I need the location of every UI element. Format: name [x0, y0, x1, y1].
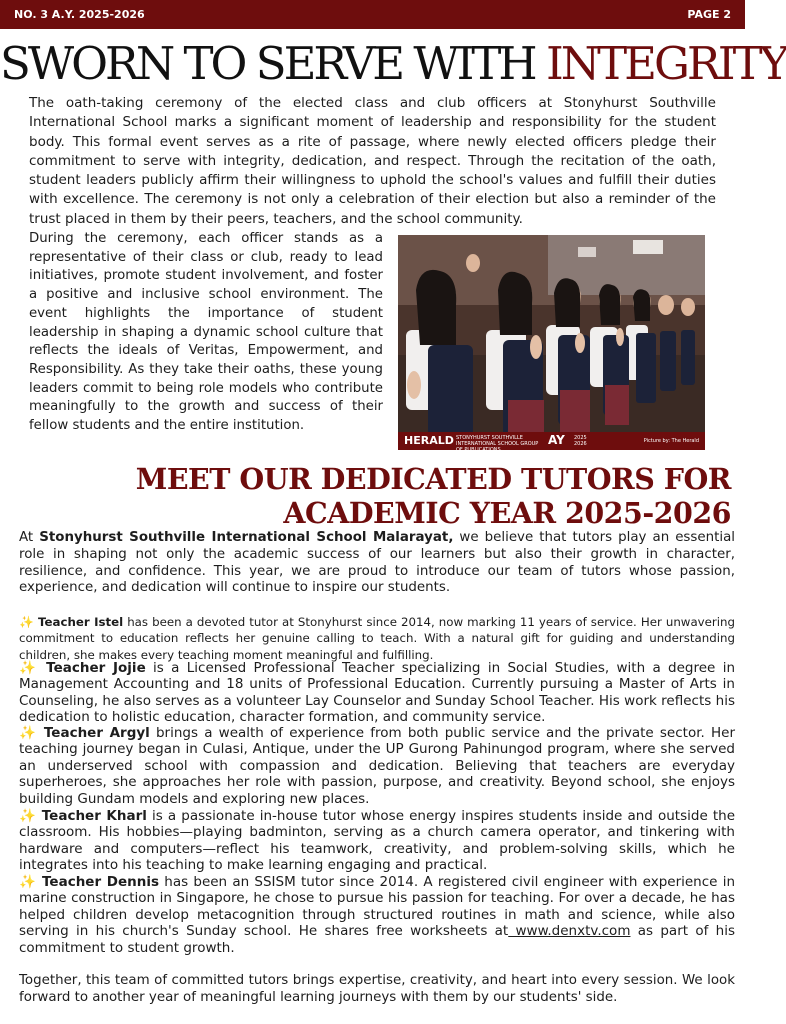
- tutor-description: is a Licensed Professional Teacher specializing in Social Studies, with a degree in Management Accounting and 18 units of Professional Education. Currently pursuing a Master of Arts in Counseling, he also serves as a volunteer Lay Counselor and Sunday School Teacher. His work reflects his dedication to holistic education, character formation, and community service.: [19, 660, 735, 726]
- photo-credit: Picture by: The Herald: [643, 438, 699, 444]
- tutor-name: Teacher Dennis: [42, 874, 160, 890]
- tutors-headline-line-2: ACADEMIC YEAR 2025-2026: [283, 496, 731, 530]
- tutor-description: has been a devoted tutor at Stonyhurst since 2014, now marking 11 years of service. Her unwavering commitment to education reflects her genuine calling to teach. With a natural gift for guiding and understanding children, she makes every teaching moment meaningful and fulfilling.: [19, 615, 736, 662]
- ceremony-photo-illustration: [398, 235, 705, 450]
- tutor-name: Teacher Kharl: [41, 808, 147, 824]
- worksheets-link[interactable]: www.denxtv.com: [508, 923, 631, 940]
- photo-credit-bar: [398, 432, 705, 453]
- tutors-headline-line-1: MEET OUR DEDICATED TUTORS FOR: [135, 462, 731, 496]
- closing-paragraph: Together, this team of committed tutors brings expertise, creativity, and heart into every session. We look forward to another year of meaningful learning journeys with them by our students' side.: [19, 973, 735, 1005]
- oath-ceremony-photo: [398, 235, 705, 453]
- tutor-entry-istel: [19, 614, 735, 663]
- tutor-description: is a passionate in-house tutor whose energy inspires students inside and outside the classroom. His hobbies—playing badminton, serving as a church camera operator, and tinkering with hardware and computers—reflect his teamwork, creativity, and problem-solving skills, which he integrates into his teaching to make learning engaging and practical.: [19, 808, 736, 874]
- sparkle-icon: ✨: [19, 615, 34, 629]
- tutor-entry-jojie: [19, 660, 735, 726]
- school-name: Stonyhurst Southville International School Malarayat,: [39, 530, 454, 545]
- tutor-description-end: as part of his commitment to student growth.: [19, 923, 735, 956]
- tutor-name: Teacher Argyl: [43, 725, 150, 741]
- academic-year-label: AY: [548, 433, 565, 447]
- tutor-entry-kharl: [19, 808, 735, 874]
- sparkle-icon: ✨: [19, 725, 38, 741]
- tutor-entry-argyl: [19, 725, 735, 807]
- headline-main-text: SWORN TO SERVE WITH: [0, 37, 546, 90]
- headline-accent-text: INTEGRITY: [545, 37, 786, 90]
- intro-prefix: At: [19, 530, 40, 545]
- top-bar: [0, 0, 745, 29]
- tutor-name: Teacher Istel: [38, 615, 124, 629]
- tutor-name: Teacher Jojie: [46, 660, 146, 676]
- article-paragraph-1: The oath-taking ceremony of the elected class and club officers at Stonyhurst Southville International School marks a significant moment of leadership and responsibility for the student body. This formal event serves as a rite of passage, where newly elected officers pledge their commitment to serve with integrity, dedication, and respect. Through the recitation of the oath, student leaders publicly affirm their willingness to uphold the school's values and fulfill their duties with excellence. The ceremony is not only a celebration of their election but also a reminder of the trust placed in them by their peers, teachers, and the school community.: [29, 95, 716, 227]
- sparkle-icon: ✨: [19, 874, 37, 890]
- year-start: 2025: [574, 435, 587, 441]
- publication-group: STONYHURST SOUTHVILLE INTERNATIONAL SCHOOL GROUP OF PUBLICATIONS: [456, 435, 539, 453]
- tutor-description: has been an SSISM tutor since 2014. A registered civil engineer with experience in marine construction in Singapore, he chose to pursue his passion for teaching. For over a decade, he has helped children develop metacognition through structured routines in math and science, while also serving in his church's Sunday school. He shares free worksheets at: [19, 874, 736, 940]
- intro-text: we believe that tutors play an essential role in shaping not only the academic success of our learners but also their growth in character, resilience, and confidence. This year, we are proud to introduce our team of tutors whose passion, experience, and dedication will continue to inspire our students.: [19, 530, 736, 596]
- tutors-intro: [19, 530, 735, 597]
- herald-brand: HERALD: [404, 434, 454, 447]
- sparkle-icon: ✨: [19, 808, 37, 824]
- tutor-description: brings a wealth of experience from both public service and the private sector. Her teaching journey began in Culasi, Antique, under the UP Gurong Pahinungod program, where she served an underserved school with compassion and dedication. Believing that teachers are everyday superheroes, she approaches her role with passion, purpose, and creativity. Beyond school, she enjoys building Gundam models and exploring new places.: [19, 725, 735, 807]
- sparkle-icon: ✨: [19, 660, 39, 676]
- article-headline: [0, 37, 786, 90]
- page-number: PAGE 2: [687, 8, 731, 21]
- tutor-entry-dennis: [19, 874, 735, 956]
- year-end: 2026: [574, 441, 587, 447]
- issue-number: NO. 3 A.Y. 2025-2026: [14, 8, 145, 21]
- article-paragraph-2: During the ceremony, each officer stands as a representative of their class or club, ready to lead initiatives, promote student involvement, and foster a positive and inclusive school environment. The event highlights the importance of student leadership in shaping a dynamic school culture that reflects the ideals of Veritas, Empowerment, and Responsibility. As they take their oaths, these young leaders commit to being role models who contribute meaningfully to the growth and success of their fellow students and the entire institution.: [29, 231, 383, 434]
- tutors-headline: [31, 462, 731, 530]
- academic-year-range: [574, 435, 587, 447]
